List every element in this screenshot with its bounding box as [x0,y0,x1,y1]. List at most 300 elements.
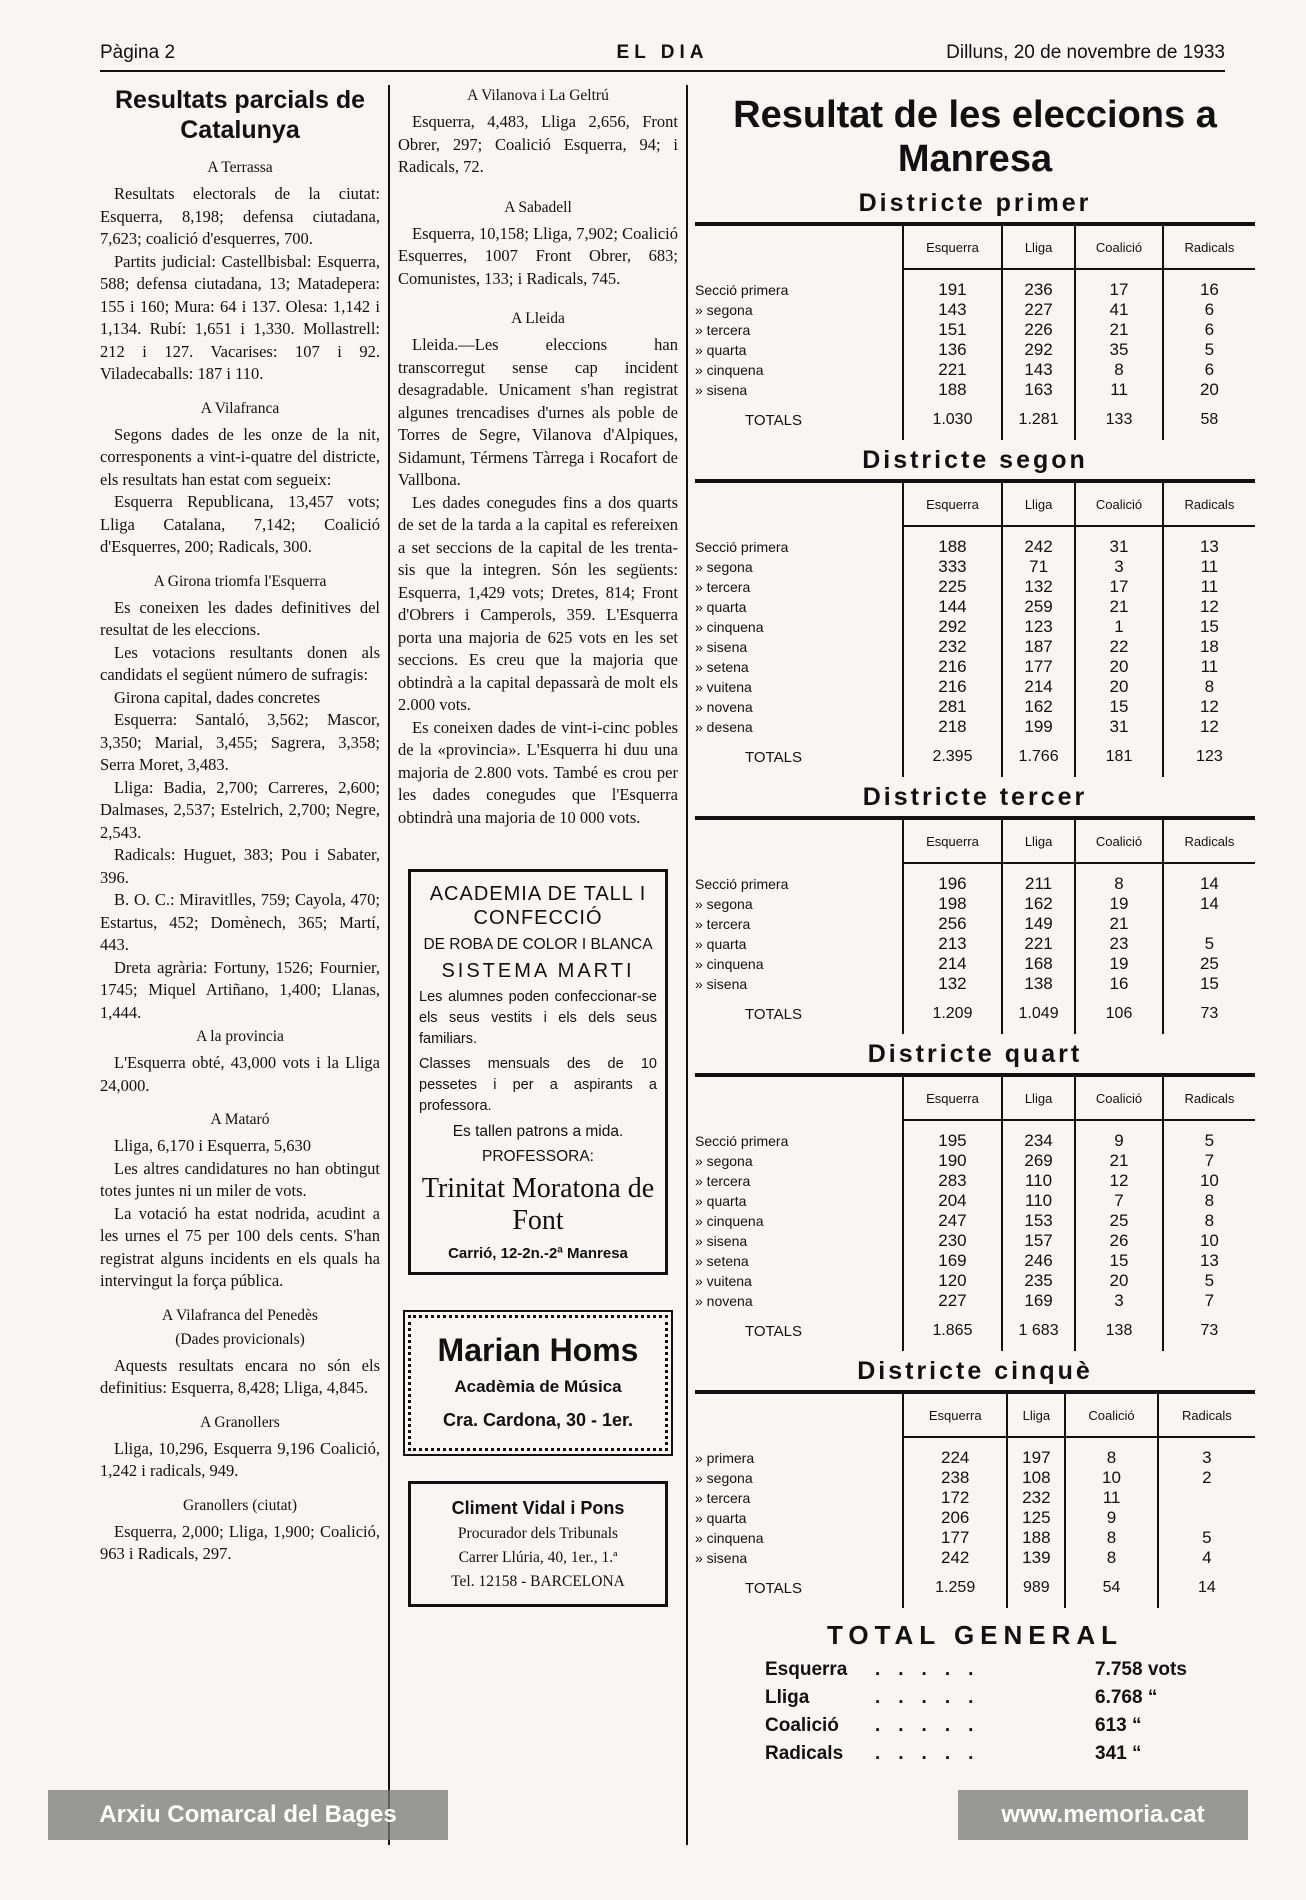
table-row [695,557,1255,577]
vote-cell: 259 [1002,597,1075,617]
totals-label: TOTALS [745,748,802,766]
vote-cell: 177 [1002,657,1075,677]
page-number: Pàgina 2 [100,42,176,63]
vote-cell: 168 [1002,954,1075,974]
vote-cell: 11 [1065,1488,1157,1508]
paragraph: Resultats electorals de la ciutat: Esquerra, 8,198; defensa ciutadana, 7,623; coalició d'esquerres, 700. [100,184,380,248]
ad-system: SISTEMA MARTI [441,960,635,982]
subhead-terrassa: A Terrassa [207,159,273,176]
column-header: Radicals [1163,818,1255,863]
column-manresa [695,85,1255,1771]
subhead-granollers: A Granollers [200,1413,280,1431]
vote-cell: 108 [1007,1468,1065,1488]
table-row [695,717,1255,737]
vote-cell: 123 [1002,617,1075,637]
vote-cell: 162 [1002,697,1075,717]
paragraph: L'Esquerra obté, 43,000 vots i la Lliga 24,000. [100,1053,380,1095]
column-header: Lliga [1007,1392,1065,1437]
vote-cell: 6 [1163,320,1255,340]
ad-phone: Tel. 12158 - BARCELONA [451,1573,625,1590]
ad-climent-vidal [408,1481,668,1607]
vote-cell: 22 [1075,637,1163,657]
vote-cell: 5 [1163,934,1255,954]
ad-text: Es tallen patrons a mida. [452,1123,624,1140]
column-header: Coalició [1075,1075,1163,1120]
table-row [695,677,1255,697]
table-row [695,1271,1255,1291]
table-row [695,1251,1255,1271]
vote-cell: 196 [903,863,1002,894]
column-header: Coalició [1075,818,1163,863]
header-blank [695,1075,903,1120]
total-cell: 1.766 [1002,737,1075,777]
vote-cell: 292 [1002,340,1075,360]
paragraph: Aquests resultats encara no són els definitius: Esquerra, 8,428; Lliga, 4,845. [100,1355,380,1397]
vote-cell: 221 [903,360,1002,380]
vote-cell: 214 [1002,677,1075,697]
paragraph: Esquerra, 2,000; Lliga, 1,900; Coalició, 963 i Radicals, 297. [100,1521,380,1563]
vote-cell: 16 [1075,974,1163,994]
vote-cell: 216 [903,677,1002,697]
table-row [695,1231,1255,1251]
vote-cell: 132 [1002,577,1075,597]
district-title: Districte quart [867,1040,1083,1068]
paragraph: La votació ha estat nodrida, acudint a les urnes el 75 per 100 dels cents. S'han registrat alguns incidents en els quals ha intervingut la força pública. [100,1203,380,1290]
party-name: Esquerra [765,1659,848,1680]
vote-cell: 11 [1163,577,1255,597]
ad-marian-homs [408,1315,668,1451]
paragraph: Esquerra, 10,158; Lliga, 7,902; Coalició Esquerres, 1007 Front Obrer, 683; Comunistes, 133; i Radicals, 745. [398,223,678,288]
vote-cell: 188 [903,380,1002,400]
vote-cell: 13 [1163,1251,1255,1271]
vote-cell: 5 [1163,340,1255,360]
total-cell: 2.395 [903,737,1002,777]
table-row [695,380,1255,400]
table-row [695,577,1255,597]
paragraph: Esquerra: Santaló, 3,562; Mascor, 3,350; Marial, 3,455; Sagrera, 3,358; Serra Moret, 3,483. [100,710,380,774]
vote-cell: 10 [1163,1231,1255,1251]
ad-text: Les alumnes poden confeccionar-se els seus vestits i els dels seus familiars. [419,989,657,1047]
vote-cell: 11 [1163,657,1255,677]
vote-cell [1158,1488,1255,1508]
vote-cell: 199 [1002,717,1075,737]
ad-subtitle: Procurador dels Tribunals [457,1525,619,1542]
vote-cell: 41 [1075,300,1163,320]
column-header: Esquerra [903,224,1002,269]
table-row [695,1528,1255,1548]
section-label: » sisena [695,382,748,398]
vote-cell: 35 [1075,340,1163,360]
vote-cell: 9 [1065,1508,1157,1528]
vote-cell: 31 [1075,526,1163,557]
vote-cell: 11 [1163,557,1255,577]
total-cell: 1.281 [1002,400,1075,440]
vote-cell: 247 [903,1211,1002,1231]
newspaper-name: EL DIA [616,42,709,63]
section-label: » tercera [695,322,751,338]
vote-cell: 197 [1007,1437,1065,1468]
total-cell: 138 [1075,1311,1163,1351]
vote-cell: 213 [903,934,1002,954]
section-label: » quarta [695,1193,747,1209]
vote-cell: 10 [1065,1468,1157,1488]
section-label: » cinquena [695,619,764,635]
vote-cell: 187 [1002,637,1075,657]
vote-cell: 19 [1075,954,1163,974]
total-cell: 133 [1075,400,1163,440]
party-name: Radicals [765,1743,844,1764]
district-results-table [695,479,1255,777]
vote-cell: 195 [903,1120,1002,1151]
section-label: » tercera [695,1173,751,1189]
vote-cell: 226 [1002,320,1075,340]
section-label: » setena [695,1253,749,1269]
total-cell: 1.209 [903,994,1002,1034]
vote-cell: 17 [1075,269,1163,300]
vote-cell: 17 [1075,577,1163,597]
table-row [695,914,1255,934]
section-label: » tercera [695,579,751,595]
ad-address: Cra. Cardona, 30 - 1er. [442,1410,634,1430]
paragraph: Es coneixen dades de vint-i-cinc pobles de la «provincia». L'Esquerra hi duu una majoria de 2.800 vots. També es crou per les dades conegudes que l'Esquerra obtindrà una majoria de 10 000 vots. [398,717,678,827]
paragraph: Partits judicial: Castellbisbal: Esquerra, 588; defensa ciutadana, 13; Matadepera: 155 i 160; Mura: 64 i 137. Olesa: 1,142 i 1,134. Rubí: 1,651 i 1,330. Mollastrell: 212 i 127. Vacarises: 107 i 92. Viladecaballs: 187 i 110. [100,251,380,383]
vote-cell: 110 [1002,1191,1075,1211]
table-row [695,1171,1255,1191]
vote-cell: 19 [1075,894,1163,914]
vote-cell: 7 [1163,1291,1255,1311]
table-row [695,894,1255,914]
vote-cell: 20 [1075,1271,1163,1291]
section-label: » segona [695,1153,753,1169]
paragraph: Girona capital, dades concretes [114,687,321,707]
section-label: » quarta [695,342,747,358]
party-name: Lliga [765,1687,810,1708]
section-label: » quarta [695,936,747,952]
section-label: » sisena [695,976,748,992]
table-row [695,1468,1255,1488]
general-total-row [695,1659,1255,1687]
vote-cell: 238 [903,1468,1007,1488]
vote-cell: 281 [903,697,1002,717]
vote-cell: 3 [1158,1437,1255,1468]
section-label: » sisena [695,639,748,655]
column-header: Esquerra [903,1075,1002,1120]
table-row [695,320,1255,340]
total-cell: 54 [1065,1568,1157,1608]
section-label: » segona [695,896,753,912]
column-header: Radicals [1163,224,1255,269]
vote-cell: 3 [1075,1291,1163,1311]
vote-cell: 110 [1002,1171,1075,1191]
table-row [695,300,1255,320]
section-label: Secció primera [695,538,789,555]
totals-row [695,1311,1255,1351]
vote-cell: 132 [903,974,1002,994]
subhead-sabadell: A Sabadell [504,198,572,216]
vote-cell: 8 [1163,1211,1255,1231]
vote-cell: 242 [1002,526,1075,557]
column-rule-1 [388,85,390,1845]
paragraph: Lliga: Badia, 2,700; Carreres, 2,600; Dalmases, 2,537; Estelrich, 2,700; Negre, 2,543. [100,777,380,842]
vote-cell: 172 [903,1488,1007,1508]
vote-cell: 221 [1002,934,1075,954]
vote-cell: 12 [1163,717,1255,737]
vote-cell: 163 [1002,380,1075,400]
vote-cell: 236 [1002,269,1075,300]
vote-cell: 204 [903,1191,1002,1211]
section-label: » desena [695,719,753,735]
ad-teacher-name: Trinitat Moratona de Font [421,1173,655,1236]
subhead-vilafranca: A Vilafranca [200,399,280,417]
totals-label: TOTALS [745,1579,802,1597]
totals-label: TOTALS [745,1322,802,1340]
total-cell: 73 [1163,1311,1255,1351]
results-title: Resultat de les eleccions a Manresa [733,94,1217,180]
header-blank [695,1392,903,1437]
table-row [695,1120,1255,1151]
vote-cell: 191 [903,269,1002,300]
total-cell: 1.865 [903,1311,1002,1351]
party-total: 613 “ [1095,1715,1142,1736]
dot-leader: ..... [875,1743,992,1764]
vote-cell: 23 [1075,934,1163,954]
vote-cell: 11 [1075,380,1163,400]
vote-cell: 8 [1163,1191,1255,1211]
column-header: Radicals [1163,481,1255,526]
header-blank [695,224,903,269]
section-label: » quarta [695,599,747,615]
table-row [695,1191,1255,1211]
paragraph: Lliga, 6,170 i Esquerra, 5,630 [114,1136,312,1155]
vote-cell: 8 [1065,1548,1157,1568]
vote-cell: 6 [1163,360,1255,380]
general-total-list [695,1659,1255,1771]
vote-cell: 7 [1163,1151,1255,1171]
section-label: » vuitena [695,679,752,695]
vote-cell [1158,1508,1255,1528]
vote-cell: 120 [903,1271,1002,1291]
page-header [100,40,1225,72]
vote-cell: 230 [903,1231,1002,1251]
vote-cell: 218 [903,717,1002,737]
district-results-table [695,1390,1255,1608]
vote-cell: 15 [1075,697,1163,717]
totals-row [695,737,1255,777]
table-row [695,1508,1255,1528]
subhead-granollers-ciutat: Granollers (ciutat) [182,1496,298,1514]
column-header: Lliga [1002,481,1075,526]
vote-cell: 16 [1163,269,1255,300]
table-row [695,526,1255,557]
vote-cell: 188 [1007,1528,1065,1548]
total-cell: 1.259 [903,1568,1007,1608]
vote-cell: 190 [903,1151,1002,1171]
ad-address: Carrer Llúria, 40, 1er., 1.ª [458,1549,618,1566]
column-rule-2 [686,85,688,1845]
vote-cell: 8 [1163,677,1255,697]
column-header: Esquerra [903,1392,1007,1437]
ad-text: Classes mensuals des de 10 pessetes i per a aspirants a professora. [419,1056,657,1114]
vote-cell: 20 [1075,657,1163,677]
vote-cell: 143 [903,300,1002,320]
column-header: Coalició [1065,1392,1157,1437]
vote-cell: 5 [1163,1271,1255,1291]
subhead-lleida: A Lleida [511,310,565,327]
vote-cell: 12 [1163,697,1255,717]
totals-row [695,1568,1255,1608]
general-total-row [695,1687,1255,1715]
article-title: Resultats parcials de Catalunya [114,86,366,144]
vote-cell: 234 [1002,1120,1075,1151]
vote-cell: 136 [903,340,1002,360]
watermark-archive: Arxiu Comarcal del Bages [48,1790,448,1840]
section-label: » primera [695,1449,755,1466]
vote-cell: 211 [1002,863,1075,894]
column-header: Coalició [1075,224,1163,269]
district-title: Districte cinquè [857,1357,1093,1385]
column-header: Lliga [1002,1075,1075,1120]
paragraph: Esquerra, 4,483, Lliga 2,656, Front Obrer, 297; Coalició Esquerra, 94; i Radicals, 72. [398,112,678,176]
ad-subtitle: DE ROBA DE COLOR I BLANCA [423,936,653,953]
column-header: Esquerra [903,818,1002,863]
table-row [695,269,1255,300]
vote-cell: 227 [1002,300,1075,320]
districts-container [695,189,1255,1608]
vote-cell: 9 [1075,1120,1163,1151]
vote-cell: 8 [1075,863,1163,894]
party-total: 7.758 vots [1095,1659,1187,1680]
paragraph: Segons dades de les onze de la nit, corresponents a vint-i-quatre del districte, els resultats han estat com segueix: [100,424,380,489]
party-total: 6.768 “ [1095,1687,1158,1708]
section-label: » novena [695,1293,753,1309]
vote-cell: 8 [1075,360,1163,380]
vote-cell: 227 [903,1291,1002,1311]
subhead-provincia: A la provincia [196,1028,284,1045]
vote-cell: 1 [1075,617,1163,637]
vote-cell: 144 [903,597,1002,617]
vote-cell: 20 [1075,677,1163,697]
paragraph: Les votacions resultants donen als candidats el següent número de sufragis: [100,642,380,684]
paragraph: Les dades conegudes fins a dos quarts de set de la tarda a la capital es refereixen a set seccions de la capital de les trenta-sis que la integren. Són les següents: Esquerra, 1,429 vots; Dretes, 814; Front d'Obrers i Camperols, 359. L'Esquerra porta una majoria de 625 vots en les set seccions. Es creu que la majoria que obtindrà a la capital depassarà de molt els 2.000 vots. [398,492,678,714]
vote-cell: 21 [1075,1151,1163,1171]
general-total-title: TOTAL GENERAL [826,1620,1124,1650]
table-row [695,340,1255,360]
column-header: Esquerra [903,481,1002,526]
total-cell: 106 [1075,994,1163,1034]
issue-date: Dilluns, 20 de novembre de 1933 [946,42,1225,63]
column-header: Lliga [1002,224,1075,269]
paragraph: Dreta agrària: Fortuny, 1526; Fournier, 1745; Miquel Artiñano, 1,400; Llanas, 1,444. [100,957,380,1022]
column-header: Radicals [1158,1392,1255,1437]
vote-cell: 4 [1158,1548,1255,1568]
section-label: Secció primera [695,281,789,298]
vote-cell: 15 [1163,974,1255,994]
totals-label: TOTALS [745,411,802,429]
vote-cell: 26 [1075,1231,1163,1251]
vote-cell: 2 [1158,1468,1255,1488]
totals-row [695,994,1255,1034]
table-row [695,597,1255,617]
column-catalunya [100,85,380,1566]
district-results-table [695,816,1255,1034]
vote-cell: 206 [903,1508,1007,1528]
vote-cell: 15 [1075,1251,1163,1271]
vote-cell: 5 [1163,1120,1255,1151]
vote-cell: 269 [1002,1151,1075,1171]
party-name: Coalició [765,1715,839,1736]
vote-cell: 169 [1002,1291,1075,1311]
total-cell: 1.030 [903,400,1002,440]
vote-cell: 242 [903,1548,1007,1568]
table-row [695,637,1255,657]
vote-cell: 71 [1002,557,1075,577]
vote-cell: 139 [1007,1548,1065,1568]
vote-cell: 138 [1002,974,1075,994]
total-cell: 73 [1163,994,1255,1034]
subhead-vilanova: A Vilanova i La Geltrú [467,87,609,104]
total-cell: 123 [1163,737,1255,777]
subhead-penedes-note: (Dades provicionals) [175,1330,305,1348]
table-row [695,697,1255,717]
district-title: Districte tercer [862,783,1088,811]
section-label: » segona [695,1470,753,1486]
table-row [695,657,1255,677]
section-label: » segona [695,302,753,318]
vote-cell: 216 [903,657,1002,677]
vote-cell: 10 [1163,1171,1255,1191]
vote-cell: 7 [1075,1191,1163,1211]
ad-academia-tall [408,869,668,1275]
vote-cell: 15 [1163,617,1255,637]
vote-cell: 256 [903,914,1002,934]
vote-cell: 225 [903,577,1002,597]
vote-cell: 149 [1002,914,1075,934]
general-total-row [695,1743,1255,1771]
section-label: » quarta [695,1510,747,1526]
paragraph: Lleida.—Les eleccions han transcorregut sense cap incident desagradable. Unicament s'han registrat algunes trencadises d'urnes als poble de Torres de Segre, Vilanova d'Alpiques, Sidamunt, Térmens Tàrrega i Rocafort de Vallbona. [398,335,678,489]
vote-cell: 169 [903,1251,1002,1271]
dot-leader: ..... [875,1715,992,1736]
subhead-mataro: A Mataró [210,1111,270,1128]
vote-cell: 8 [1065,1528,1157,1548]
table-row [695,954,1255,974]
section-label: » sisena [695,1233,748,1249]
vote-cell: 14 [1163,894,1255,914]
vote-cell: 198 [903,894,1002,914]
section-label: » segona [695,559,753,575]
vote-cell: 12 [1075,1171,1163,1191]
table-row [695,934,1255,954]
paragraph: Radicals: Huguet, 383; Pou i Sabater, 396. [100,845,380,887]
column-header: Lliga [1002,818,1075,863]
section-label: » tercera [695,916,751,932]
vote-cell: 25 [1163,954,1255,974]
section-label: » tercera [695,1490,751,1506]
totals-label: TOTALS [745,1005,802,1023]
table-row [695,1488,1255,1508]
dot-leader: ..... [875,1687,992,1708]
paragraph: Lliga, 10,296, Esquerra 9,196 Coalició, 1,242 i radicals, 949. [100,1438,380,1480]
section-label: Secció primera [695,1132,789,1149]
watermark-url: www.memoria.cat [958,1790,1248,1840]
vote-cell: 232 [903,637,1002,657]
subhead-girona: A Girona triomfa l'Esquerra [153,572,327,590]
vote-cell: 153 [1002,1211,1075,1231]
district-results-table [695,222,1255,440]
total-cell: 181 [1075,737,1163,777]
vote-cell: 157 [1002,1231,1075,1251]
vote-cell: 25 [1075,1211,1163,1231]
